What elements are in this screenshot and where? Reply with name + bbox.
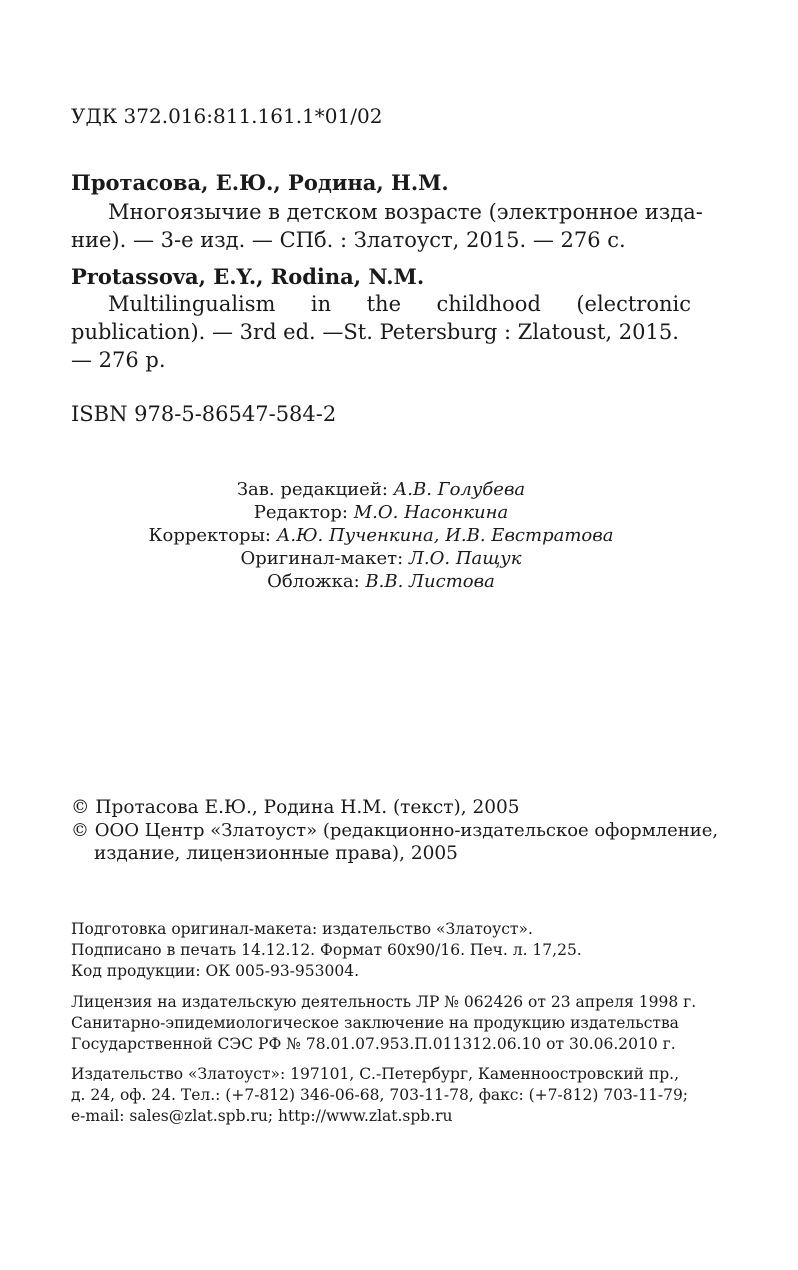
en-title-line-3: — 276 p. [71,348,166,372]
credit-name: Л.О. Пащук [408,548,522,569]
credit-name: А.Ю. Пученкина, И.В. Евстратова [276,525,614,546]
credit-role: Зав. редакцией: [236,479,388,500]
en-title-line-1-text: Multilingualism in the childhood (electronic [108,292,691,316]
credit-role: Редактор: [253,502,348,523]
credit-row [0,478,762,501]
en-title-line-2: publication). — 3rd ed. —St. Petersburg : Zlatoust, 2015. [71,320,679,344]
credits-block [0,478,762,593]
ru-title-line-1 [108,200,703,224]
ru-title-line-2: ние). — 3-е изд. — СПб. : Златоуст, 2015. — 276 с. [71,228,626,252]
license-line-3: Государственной СЭС РФ № 78.01.07.953.П.011312.06.10 от 30.06.2010 г. [71,1035,676,1053]
en-authors: Protassova, E.Y., Rodina, N.M. [71,264,425,289]
credit-name: А.В. Голубева [393,479,526,500]
production-line-2: Подписано в печать 14.12.12. Формат 60x90/16. Печ. л. 17,25. [71,941,582,959]
copyright-line-3: издание, лицензионные права), 2005 [94,843,458,864]
credit-row [0,547,762,570]
copyright-line-1: © Протасова Е.Ю., Родина Н.М. (текст), 2005 [71,797,520,818]
credit-row [0,501,762,524]
credit-role: Оригинал-макет: [240,548,404,569]
publisher-line-2: д. 24, оф. 24. Тел.: (+7-812) 346-06-68, 703-11-78, факс: (+7-812) 703-11-79; [71,1086,689,1104]
credit-row [0,524,762,547]
production-line-3: Код продукции: ОК 005-93-953004. [71,962,360,980]
publisher-line-3: e-mail: sales@zlat.spb.ru; http://www.zlat.spb.ru [71,1107,453,1125]
production-line-1: Подготовка оригинал-макета: издательство «Златоуст». [71,920,533,938]
udk-code: УДК 372.016:811.161.1*01/02 [71,104,383,128]
isbn: ISBN 978-5-86547-584-2 [71,402,337,426]
credit-role: Обложка: [267,571,360,592]
ru-title-line-1-text: Многоязычие в детском возрасте (электронное изда- [108,200,703,224]
license-line-2: Санитарно-эпидемиологическое заключение на продукцию издательства [71,1014,679,1032]
credit-role: Корректоры: [148,525,271,546]
credit-name: М.О. Насонкина [353,502,509,523]
license-line-1: Лицензия на издательскую деятельность ЛР № 062426 от 23 апреля 1998 г. [71,993,697,1011]
credit-row [0,570,762,593]
publisher-line-1: Издательство «Златоуст»: 197101, С.-Петербург, Каменноостровский пр., [71,1065,680,1083]
credit-name: В.В. Листова [365,571,495,592]
en-title-line-1 [108,292,691,316]
copyright-line-2: © ООО Центр «Златоуст» (редакционно-издательское оформление, [71,820,719,841]
ru-authors: Протасова, Е.Ю., Родина, Н.М. [71,170,449,195]
